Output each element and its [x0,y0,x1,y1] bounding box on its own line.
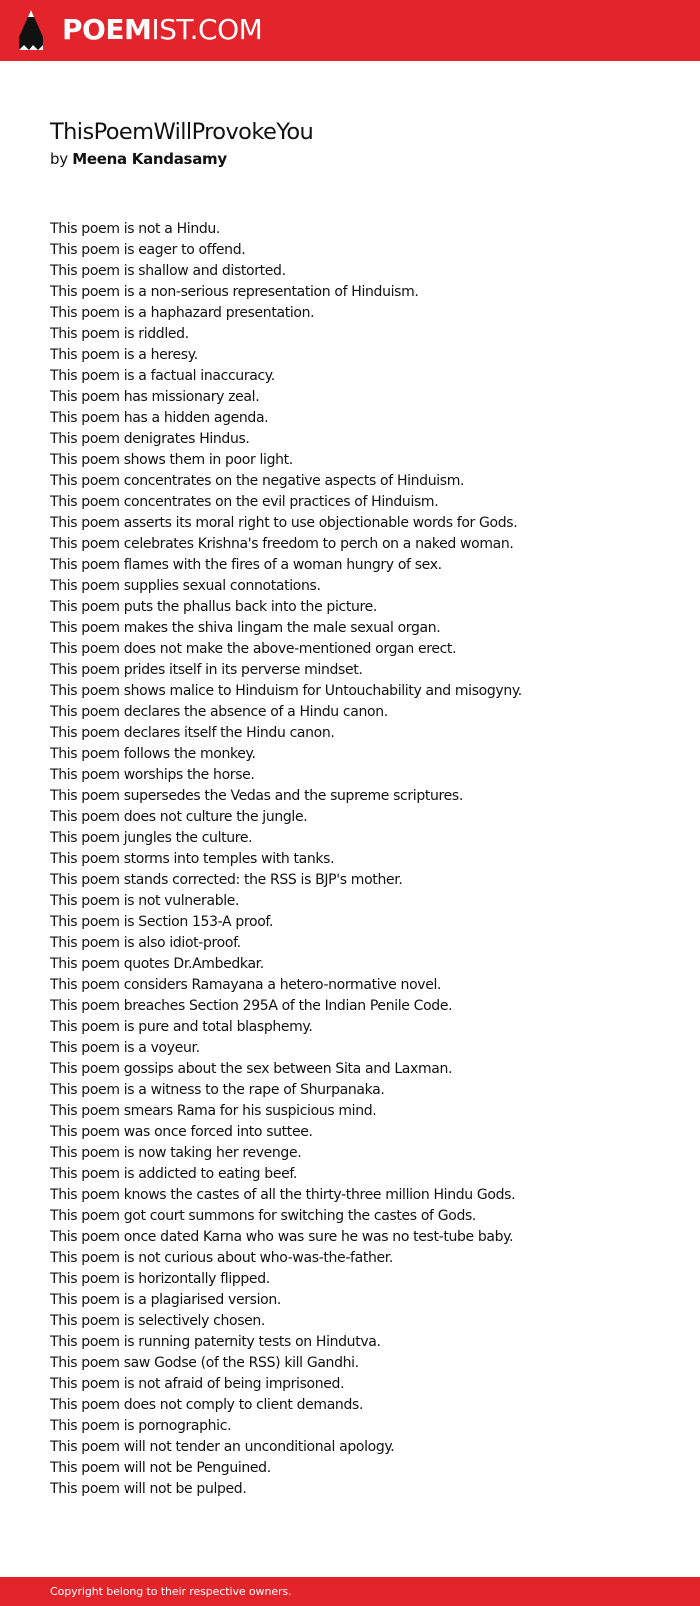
poem-line: This poem will not tender an unconditional apology. [50,1439,395,1455]
site-header [0,0,700,61]
poem-line: This poem declares the absence of a Hindu canon. [50,704,388,720]
poem-line: This poem concentrates on the negative aspects of Hinduism. [50,473,465,489]
poem-line: This poem got court summons for switching the castes of Gods. [50,1208,477,1224]
poem-line: This poem is a voyeur. [50,1040,200,1056]
poem-line: This poem gossips about the sex between Sita and Laxman. [50,1061,453,1077]
poem-line: This poem jungles the culture. [50,830,253,846]
author-name[interactable]: Meena Kandasamy [72,150,227,168]
poem-line: This poem makes the shiva lingam the male sexual organ. [50,620,441,636]
poem-line: This poem prides itself in its perverse mindset. [50,662,363,678]
logo-bold-text: POEM [62,13,152,46]
poem-line: This poem has a hidden agenda. [50,410,269,426]
poem-line: This poem celebrates Krishna's freedom to perch on a naked woman. [50,536,514,552]
poem-line: This poem once dated Karna who was sure he was no test-tube baby. [50,1229,514,1245]
poem-line: This poem will not be Penguined. [50,1460,271,1476]
site-footer [0,1577,700,1606]
byline [50,149,227,169]
poem-line: This poem is a plagiarised version. [50,1292,281,1308]
poem-line: This poem is addicted to eating beef. [50,1166,298,1182]
poem-line: This poem is not vulnerable. [50,893,240,909]
pencil-tip-icon[interactable] [18,9,44,51]
poem-line: This poem is a witness to the rape of Shurpanaka. [50,1082,385,1098]
poem-line: This poem is running paternity tests on Hindutva. [50,1334,381,1350]
poem-line: This poem declares itself the Hindu canon. [50,725,335,741]
poem-line: This poem is a factual inaccuracy. [50,368,275,384]
poem-line: This poem is also idiot-proof. [50,935,241,951]
poem-body [50,219,522,1500]
poem-line: This poem was once forced into suttee. [50,1124,313,1140]
poem-line: This poem shows malice to Hinduism for Untouchability and misogyny. [50,683,522,699]
poem-line: This poem quotes Dr.Ambedkar. [50,956,264,972]
poem-line: This poem breaches Section 295A of the Indian Penile Code. [50,998,453,1014]
poem-line: This poem is not curious about who-was-the-father. [50,1250,393,1266]
poem-line: This poem worships the horse. [50,767,255,783]
poem-line: This poem supplies sexual connotations. [50,578,321,594]
poem-line: This poem considers Ramayana a hetero-normative novel. [50,977,442,993]
poem-line: This poem does not culture the jungle. [50,809,308,825]
site-logo[interactable] [62,12,262,48]
poem-line: This poem flames with the fires of a woman hungry of sex. [50,557,442,573]
poem-line: This poem is eager to offend. [50,242,246,258]
poem-line: This poem is riddled. [50,326,189,342]
poem-title: ThisPoemWillProvokeYou [50,119,314,145]
poem-line: This poem will not be pulped. [50,1481,247,1497]
poem-line: This poem does not make the above-mentioned organ erect. [50,641,457,657]
poem-line: This poem is now taking her revenge. [50,1145,302,1161]
poem-line: This poem storms into temples with tanks. [50,851,335,867]
poem-line: This poem is selectively chosen. [50,1313,266,1329]
poem-line: This poem is a non-serious representation of Hinduism. [50,284,419,300]
poem-line: This poem is a haphazard presentation. [50,305,315,321]
poem-line: This poem follows the monkey. [50,746,256,762]
poem-line: This poem denigrates Hindus. [50,431,250,447]
poem-line: This poem puts the phallus back into the picture. [50,599,377,615]
poem-line: This poem saw Godse (of the RSS) kill Gandhi. [50,1355,359,1371]
poem-line: This poem concentrates on the evil practices of Hinduism. [50,494,439,510]
poem-line: This poem knows the castes of all the thirty-three million Hindu Gods. [50,1187,516,1203]
poem-line: This poem is pure and total blasphemy. [50,1019,313,1035]
poem-line: This poem asserts its moral right to use objectionable words for Gods. [50,515,518,531]
by-label: by [50,150,68,168]
poem-line: This poem smears Rama for his suspicious mind. [50,1103,377,1119]
poem-line: This poem supersedes the Vedas and the supreme scriptures. [50,788,463,804]
poem-line: This poem shows them in poor light. [50,452,293,468]
copyright-text: Copyright belong to their respective owners. [50,1585,292,1598]
poem-line: This poem is not a Hindu. [50,221,221,237]
poem-line: This poem is pornographic. [50,1418,232,1434]
poem-line: This poem is shallow and distorted. [50,263,286,279]
poem-line: This poem is Section 153-A proof. [50,914,274,930]
poem-line: This poem is not afraid of being imprisoned. [50,1376,345,1392]
poem-line: This poem is horizontally flipped. [50,1271,270,1287]
poem-line: This poem has missionary zeal. [50,389,260,405]
poem-line: This poem stands corrected: the RSS is BJP's mother. [50,872,403,888]
poem-line: This poem is a heresy. [50,347,198,363]
logo-light-text: IST.COM [151,13,263,46]
poem-line: This poem does not comply to client demands. [50,1397,364,1413]
